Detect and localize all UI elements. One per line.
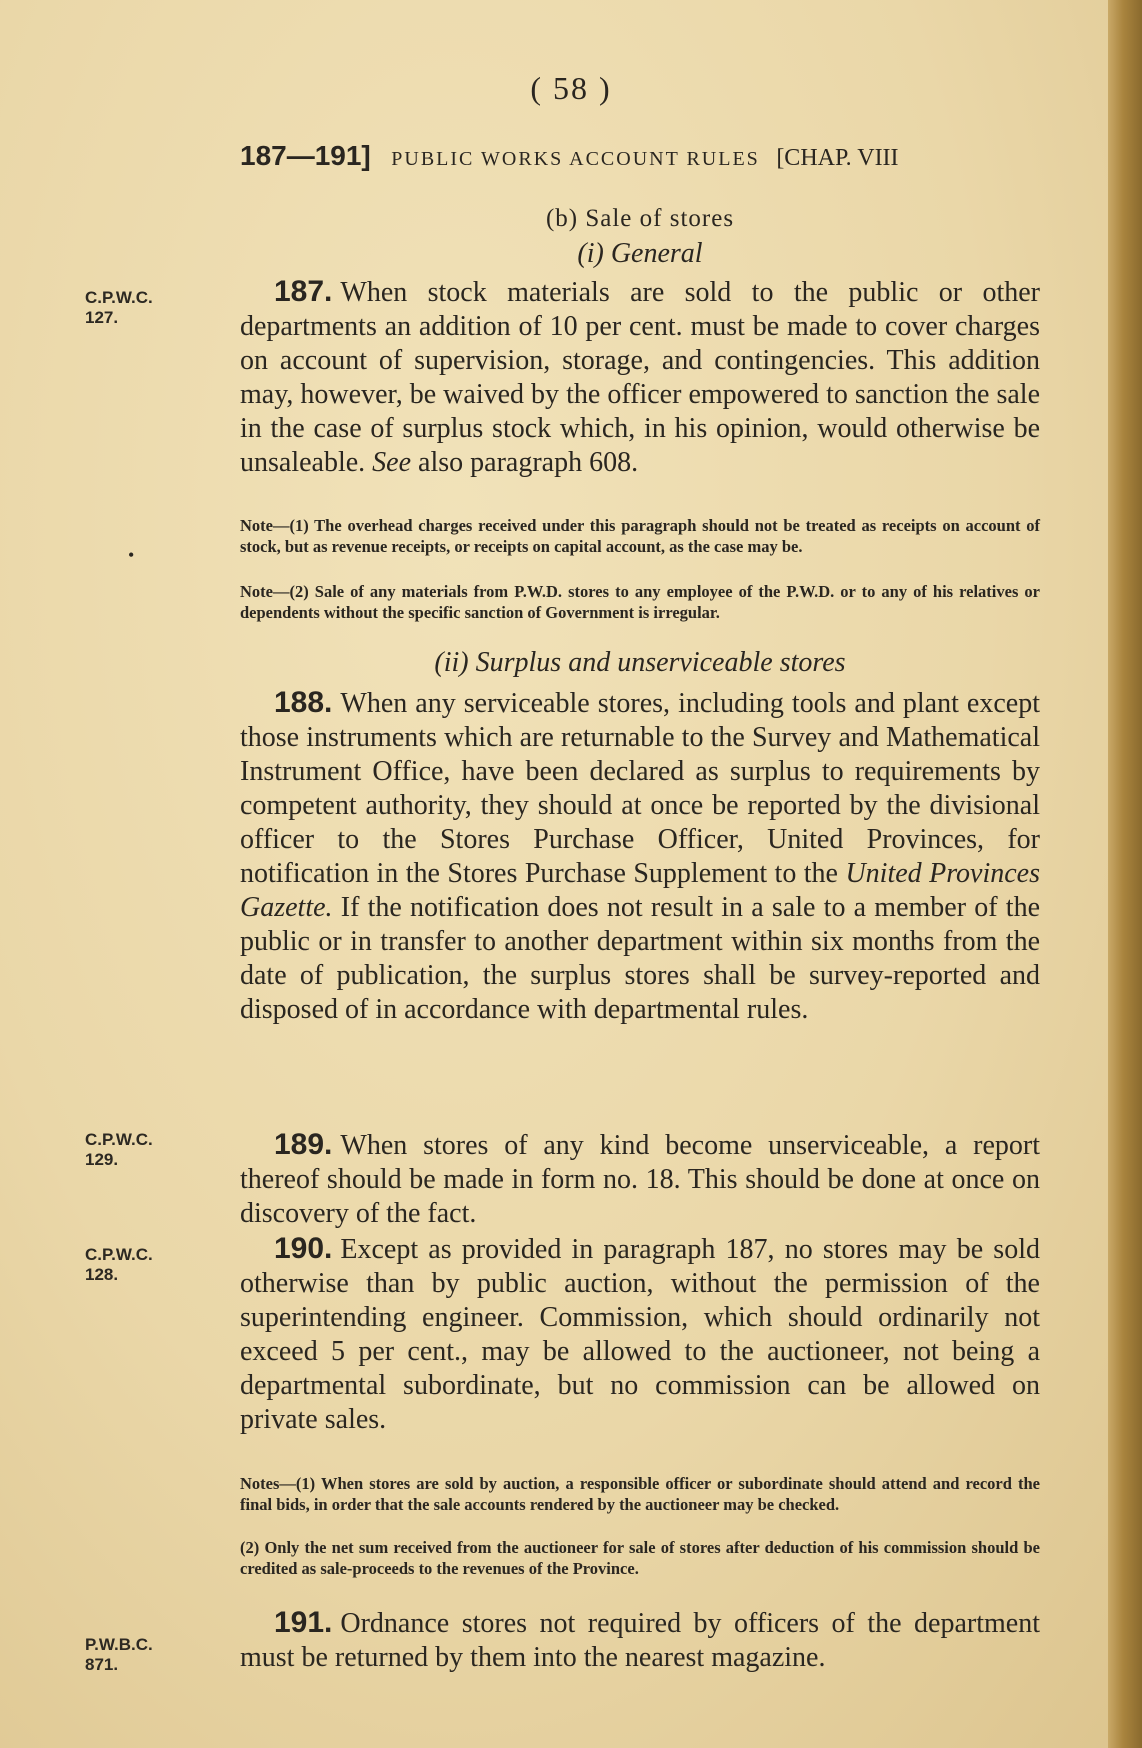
subheading-surplus: (ii) Surplus and unserviceable stores: [434, 647, 846, 678]
paragraph-188: [240, 686, 1040, 1027]
margin-ref-code: P.W.B.C.: [85, 1635, 153, 1654]
paragraph-number: 187.: [274, 275, 333, 308]
margin-ref-187: [85, 288, 153, 328]
section-heading: (b) Sale of stores: [545, 205, 735, 232]
paragraph-text: Except as provided in paragraph 187, no stores may be sold otherwise than by public auction, without the permission of the superintending engineer. Commission, which should ordinarily not exceed 5 per cent., may be allowed to the auctioneer, not being a departmental subordinate, but no commission can be allowed on private sales.: [240, 1234, 1040, 1435]
note-187-2: Note—(2) Sale of any materials from P.W.D. stores to any employee of the P.W.D. or to any of his relatives or dependents without the specific sanction of Government is irregular.: [240, 582, 1040, 622]
note-187-1: Note—(1) The overhead charges received under this paragraph should not be treated as receipts on account of stock, but as revenue receipts, or receipts on capital account, as the case may be.: [240, 516, 1040, 556]
margin-ref-190: [85, 1245, 153, 1285]
paragraph-text: also paragraph 608.: [418, 447, 639, 478]
paragraph-189: [240, 1128, 1040, 1231]
paragraph-number: 190.: [274, 1232, 333, 1265]
margin-ref-code: C.P.W.C.: [85, 288, 153, 307]
margin-ref-191: [85, 1635, 153, 1675]
page-number: ( 58 ): [530, 70, 612, 106]
header-paragraph-range: 187—191]: [240, 140, 371, 171]
running-header: [240, 140, 1040, 172]
paragraph-187: [240, 275, 1040, 480]
paragraph-number: 189.: [274, 1128, 333, 1161]
gazette-title: United Provinces Gazette.: [240, 858, 1041, 923]
header-title: PUBLIC WORKS ACCOUNT RULES: [391, 148, 760, 170]
margin-ref-code: C.P.W.C.: [85, 1130, 153, 1149]
margin-ref-189: [85, 1130, 153, 1170]
paragraph-text: When stores of any kind become unserviceable, a report thereof should be made in form no. 18. This should be done at once on discovery of the fact.: [240, 1130, 1040, 1229]
paragraph-text: When any serviceable stores, including tools and plant except those instruments which are returnable to the Survey and Mathematical Instrument Office, have been declared as surplus to requirements by competent authority, they should at once be reported by the divisional officer to the Stores Purchase Officer, United Provinces, for notification in the Stores Purchase Supplement to the: [240, 688, 1040, 889]
margin-ref-code: C.P.W.C.: [85, 1245, 153, 1264]
book-spine-shadow: [1108, 0, 1142, 1748]
paragraph-number: 191.: [274, 1606, 333, 1639]
paragraph-number: 188.: [274, 686, 333, 719]
margin-ref-number: 129.: [85, 1150, 119, 1169]
paragraph-text: When stock materials are sold to the public or other departments an addition of 10 per cent. must be made to cover charges on account of supervision, storage, and contingencies. This addition may, however, be waived by the officer empowered to sanction the sale in the case of surplus stock which, in his opinion, would otherwise be unsaleable.: [240, 277, 1040, 478]
paragraph-191: [240, 1606, 1040, 1675]
note-190-1: Notes—(1) When stores are sold by auction, a responsible officer or subordinate should attend and record the final bids, in order that the sale accounts rendered by the auctioneer may be checked.: [240, 1474, 1040, 1514]
margin-ref-number: 871.: [85, 1655, 119, 1674]
margin-dot: •: [128, 545, 135, 565]
see-reference: See: [372, 447, 412, 478]
subheading-general: (i) General: [577, 238, 703, 269]
paragraph-text: Ordnance stores not required by officers of the department must be returned by them into the nearest magazine.: [240, 1608, 1040, 1673]
header-chapter: [CHAP. VIII: [776, 145, 899, 171]
paragraph-text: If the notification does not result in a sale to a member of the public or in transfer to another department within six months from the date of publication, the surplus stores shall be survey-reported and disposed of in accordance with departmental rules.: [240, 892, 1040, 1025]
note-190-2: (2) Only the net sum received from the auctioneer for sale of stores after deduction of his commission should be credited as sale-proceeds to the revenues of the Province.: [240, 1538, 1040, 1578]
margin-ref-number: 128.: [85, 1265, 119, 1284]
margin-ref-number: 127.: [85, 308, 119, 327]
paragraph-190: [240, 1232, 1040, 1437]
